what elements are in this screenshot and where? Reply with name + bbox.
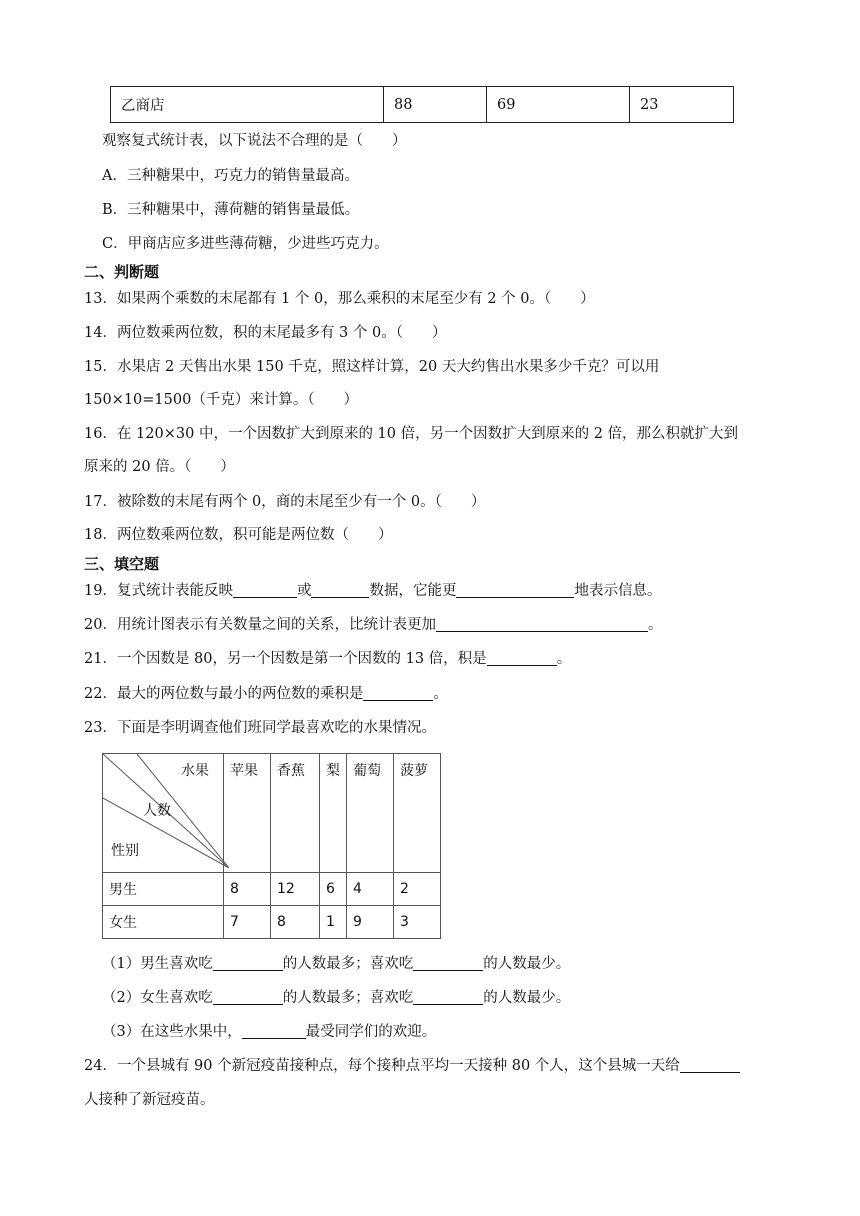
answer-blank[interactable] bbox=[436, 615, 648, 632]
header-banana: 香蕉 bbox=[271, 754, 320, 873]
section-title-fill: 三、填空题 bbox=[84, 555, 160, 573]
section-title-judge: 二、判断题 bbox=[84, 263, 160, 281]
question-13: 13．如果两个乘数的末尾都有 1 个 0，那么乘积的末尾至少有 2 个 0。（ ） bbox=[84, 291, 595, 307]
table-row-girls bbox=[103, 906, 441, 939]
cell-value: 8 bbox=[271, 906, 320, 939]
table-row bbox=[111, 87, 734, 123]
question-23: 23．下面是李明调查他们班同学最喜欢吃的水果情况。 bbox=[84, 720, 436, 736]
cell-value: 1 bbox=[320, 906, 347, 939]
fruit-preference-table bbox=[102, 753, 441, 939]
q20-text-b: 。 bbox=[647, 617, 663, 633]
q12-stem: 观察复式统计表，以下说法不合理的是（ ） bbox=[102, 133, 407, 149]
q19-text-c: 数据，它能更 bbox=[369, 583, 457, 599]
q19-text-d: 地表示信息。 bbox=[574, 583, 662, 599]
q24-text-a: 24．一个县城有 90 个新冠疫苗接种点，每个接种点平均一天接种 80 个人，这个县城一天给 bbox=[84, 1058, 680, 1074]
question-23-2 bbox=[102, 988, 570, 1008]
answer-blank[interactable] bbox=[487, 649, 557, 666]
answer-blank[interactable] bbox=[680, 1056, 740, 1073]
question-21 bbox=[84, 649, 571, 669]
answer-blank[interactable] bbox=[213, 954, 283, 971]
cell-value: 6 bbox=[320, 873, 347, 906]
q22-text-b: 。 bbox=[433, 686, 448, 702]
question-23-3 bbox=[102, 1022, 436, 1042]
chocolate-cell: 88 bbox=[384, 87, 487, 123]
store-name-cell: 乙商店 bbox=[111, 87, 384, 123]
table-row-boys bbox=[103, 873, 441, 906]
cell-value: 12 bbox=[271, 873, 320, 906]
question-17: 17．被除数的末尾有两个 0，商的末尾至少有一个 0。（ ） bbox=[84, 494, 486, 510]
mint-cell: 23 bbox=[630, 87, 734, 123]
q23-1-text-b: 的人数最多；喜欢吃 bbox=[282, 956, 414, 972]
answer-blank[interactable] bbox=[242, 1022, 306, 1039]
question-16-line2: 原来的 20 倍。（ ） bbox=[84, 459, 235, 475]
answer-blank[interactable] bbox=[213, 988, 283, 1005]
corner-cell bbox=[103, 754, 224, 873]
corner-label-count: 人数 bbox=[143, 803, 171, 819]
q12-option-b: B．三种糖果中，薄荷糖的销售量最低。 bbox=[102, 202, 360, 218]
question-19 bbox=[84, 581, 661, 601]
answer-blank[interactable] bbox=[311, 581, 369, 598]
q20-text-a: 20．用统计图表示有关数量之间的关系，比统计表更加 bbox=[84, 617, 436, 633]
question-22 bbox=[84, 684, 448, 704]
q12-option-c: C．甲商店应多进些薄荷糖，少进些巧克力。 bbox=[102, 236, 389, 252]
answer-blank[interactable] bbox=[363, 684, 433, 701]
header-apple: 苹果 bbox=[224, 754, 271, 873]
question-16-line1: 16．在 120×30 中，一个因数扩大到原来的 10 倍，另一个因数扩大到原来的 2 倍，那么积就扩大到 bbox=[84, 426, 739, 442]
question-18: 18．两位数乘两位数，积可能是两位数（ ） bbox=[84, 527, 393, 543]
q23-3-text-a: （3）在这些水果中， bbox=[102, 1024, 242, 1040]
row-label-boys: 男生 bbox=[103, 873, 224, 906]
question-15-line1: 15．水果店 2 天售出水果 150 千克，照这样计算，20 天大约售出水果多少千克？可以用 bbox=[84, 359, 660, 375]
q12-option-a: A．三种糖果中，巧克力的销售量最高。 bbox=[102, 168, 359, 184]
q19-text-a: 19．复式统计表能反映 bbox=[84, 583, 233, 599]
cell-value: 7 bbox=[224, 906, 271, 939]
question-20 bbox=[84, 615, 662, 635]
header-pineapple: 菠萝 bbox=[394, 754, 441, 873]
header-grape: 葡萄 bbox=[347, 754, 394, 873]
question-24-line1 bbox=[84, 1056, 740, 1076]
cell-value: 4 bbox=[347, 873, 394, 906]
row-label-girls: 女生 bbox=[103, 906, 224, 939]
q22-text-a: 22．最大的两位数与最小的两位数的乘积是 bbox=[84, 686, 364, 702]
question-15-line2: 150×10=1500（千克）来计算。（ ） bbox=[84, 392, 359, 408]
candy-stats-table-tail bbox=[110, 86, 734, 123]
candy-cell: 69 bbox=[487, 87, 630, 123]
q23-1-text-a: （1）男生喜欢吃 bbox=[102, 956, 213, 972]
corner-label-fruit: 水果 bbox=[181, 763, 209, 779]
answer-blank[interactable] bbox=[456, 581, 574, 598]
q21-text-a: 21．一个因数是 80，另一个因数是第一个因数的 13 倍，积是 bbox=[84, 651, 487, 667]
q23-2-text-c: 的人数最少。 bbox=[483, 990, 571, 1006]
answer-blank[interactable] bbox=[413, 988, 483, 1005]
q21-text-b: 。 bbox=[556, 651, 572, 667]
q23-1-text-c: 的人数最少。 bbox=[483, 956, 571, 972]
answer-blank[interactable] bbox=[233, 581, 297, 598]
corner-label-gender: 性别 bbox=[111, 843, 139, 859]
question-24-line2: 人接种了新冠疫苗。 bbox=[84, 1092, 215, 1108]
cell-value: 3 bbox=[394, 906, 441, 939]
question-14: 14．两位数乘两位数，积的末尾最多有 3 个 0。（ ） bbox=[84, 325, 447, 341]
cell-value: 9 bbox=[347, 906, 394, 939]
cell-value: 2 bbox=[394, 873, 441, 906]
table-header-row bbox=[103, 754, 441, 873]
q19-text-b: 或 bbox=[296, 583, 312, 599]
q23-2-text-b: 的人数最多；喜欢吃 bbox=[282, 990, 414, 1006]
cell-value: 8 bbox=[224, 873, 271, 906]
header-pear: 梨 bbox=[320, 754, 347, 873]
answer-blank[interactable] bbox=[413, 954, 483, 971]
q23-3-text-b: 最受同学们的欢迎。 bbox=[305, 1024, 437, 1040]
question-23-1 bbox=[102, 954, 570, 974]
q23-2-text-a: （2）女生喜欢吃 bbox=[102, 990, 213, 1006]
